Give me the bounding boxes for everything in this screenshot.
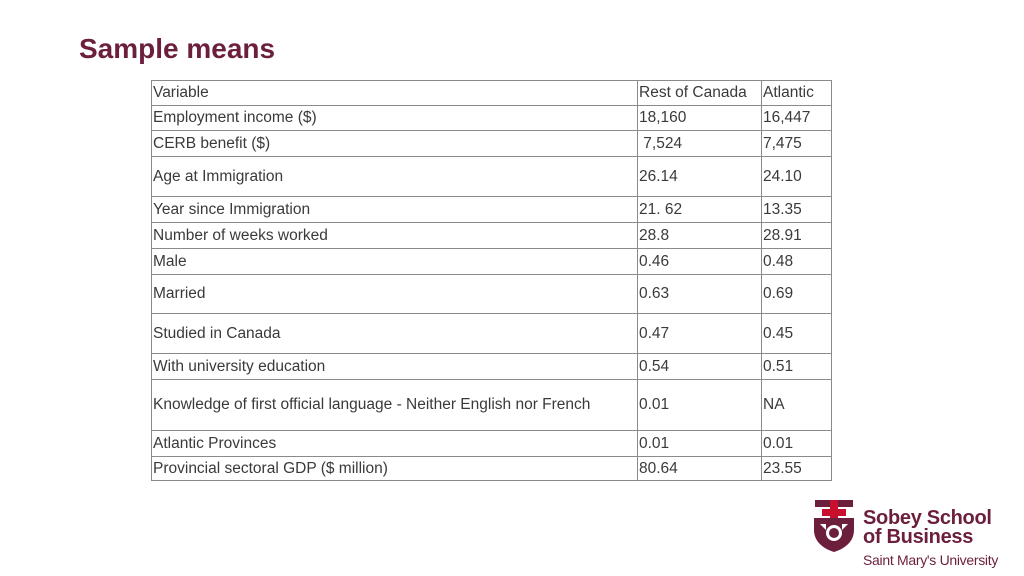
- sobey-shield-logo-icon: [812, 500, 856, 552]
- logo-title-line1: Sobey School: [863, 507, 992, 529]
- rest-of-canada-cell: 0.01: [638, 431, 762, 457]
- table-row: [152, 131, 832, 157]
- rest-of-canada-cell: 18,160: [638, 106, 762, 131]
- header-variable: Variable: [152, 81, 638, 106]
- atlantic-cell: NA: [762, 380, 832, 431]
- table-row: [152, 380, 832, 431]
- rest-of-canada-cell: 0.01: [638, 380, 762, 431]
- rest-of-canada-cell: 26.14: [638, 157, 762, 197]
- table-row: [152, 197, 832, 223]
- rest-of-canada-cell: 0.54: [638, 354, 762, 380]
- table-row: [152, 314, 832, 354]
- header-atlantic: Atlantic: [762, 81, 832, 106]
- variable-cell: Provincial sectoral GDP ($ million): [152, 457, 638, 481]
- atlantic-cell: 7,475: [762, 131, 832, 157]
- atlantic-cell: 0.51: [762, 354, 832, 380]
- atlantic-cell: 0.01: [762, 431, 832, 457]
- variable-cell: With university education: [152, 354, 638, 380]
- variable-cell: Married: [152, 275, 638, 314]
- variable-cell: Number of weeks worked: [152, 223, 638, 249]
- rest-of-canada-cell: 0.63: [638, 275, 762, 314]
- table-row: [152, 249, 832, 275]
- atlantic-cell: 24.10: [762, 157, 832, 197]
- rest-of-canada-cell: 21. 62: [638, 197, 762, 223]
- rest-of-canada-cell: 7,524: [638, 131, 762, 157]
- table-row: [152, 354, 832, 380]
- variable-cell: Male: [152, 249, 638, 275]
- atlantic-cell: 16,447: [762, 106, 832, 131]
- table-row: [152, 106, 832, 131]
- variable-cell: CERB benefit ($): [152, 131, 638, 157]
- variable-cell: Employment income ($): [152, 106, 638, 131]
- table-row: [152, 457, 832, 481]
- table-row: [152, 431, 832, 457]
- rest-of-canada-cell: 0.47: [638, 314, 762, 354]
- logo-university-name: Saint Mary's University: [863, 552, 999, 568]
- header-rest-of-canada: Rest of Canada: [638, 81, 762, 106]
- table-row: [152, 275, 832, 314]
- variable-cell: Knowledge of first official language - Neither English nor French: [152, 380, 638, 431]
- atlantic-cell: 13.35: [762, 197, 832, 223]
- sample-means-table: [151, 80, 832, 481]
- table-header-row: [152, 81, 832, 106]
- rest-of-canada-cell: 28.8: [638, 223, 762, 249]
- variable-cell: Studied in Canada: [152, 314, 638, 354]
- table-row: [152, 223, 832, 249]
- variable-cell: Age at Immigration: [152, 157, 638, 197]
- table-row: [152, 157, 832, 197]
- rest-of-canada-cell: 0.46: [638, 249, 762, 275]
- atlantic-cell: 23.55: [762, 457, 832, 481]
- variable-cell: Atlantic Provinces: [152, 431, 638, 457]
- logo-title-line2: of Business: [863, 526, 974, 548]
- sobey-school-logo: [812, 497, 1012, 572]
- atlantic-cell: 28.91: [762, 223, 832, 249]
- atlantic-cell: 0.69: [762, 275, 832, 314]
- slide-title: Sample means: [79, 33, 276, 64]
- atlantic-cell: 0.48: [762, 249, 832, 275]
- atlantic-cell: 0.45: [762, 314, 832, 354]
- variable-cell: Year since Immigration: [152, 197, 638, 223]
- rest-of-canada-cell: 80.64: [638, 457, 762, 481]
